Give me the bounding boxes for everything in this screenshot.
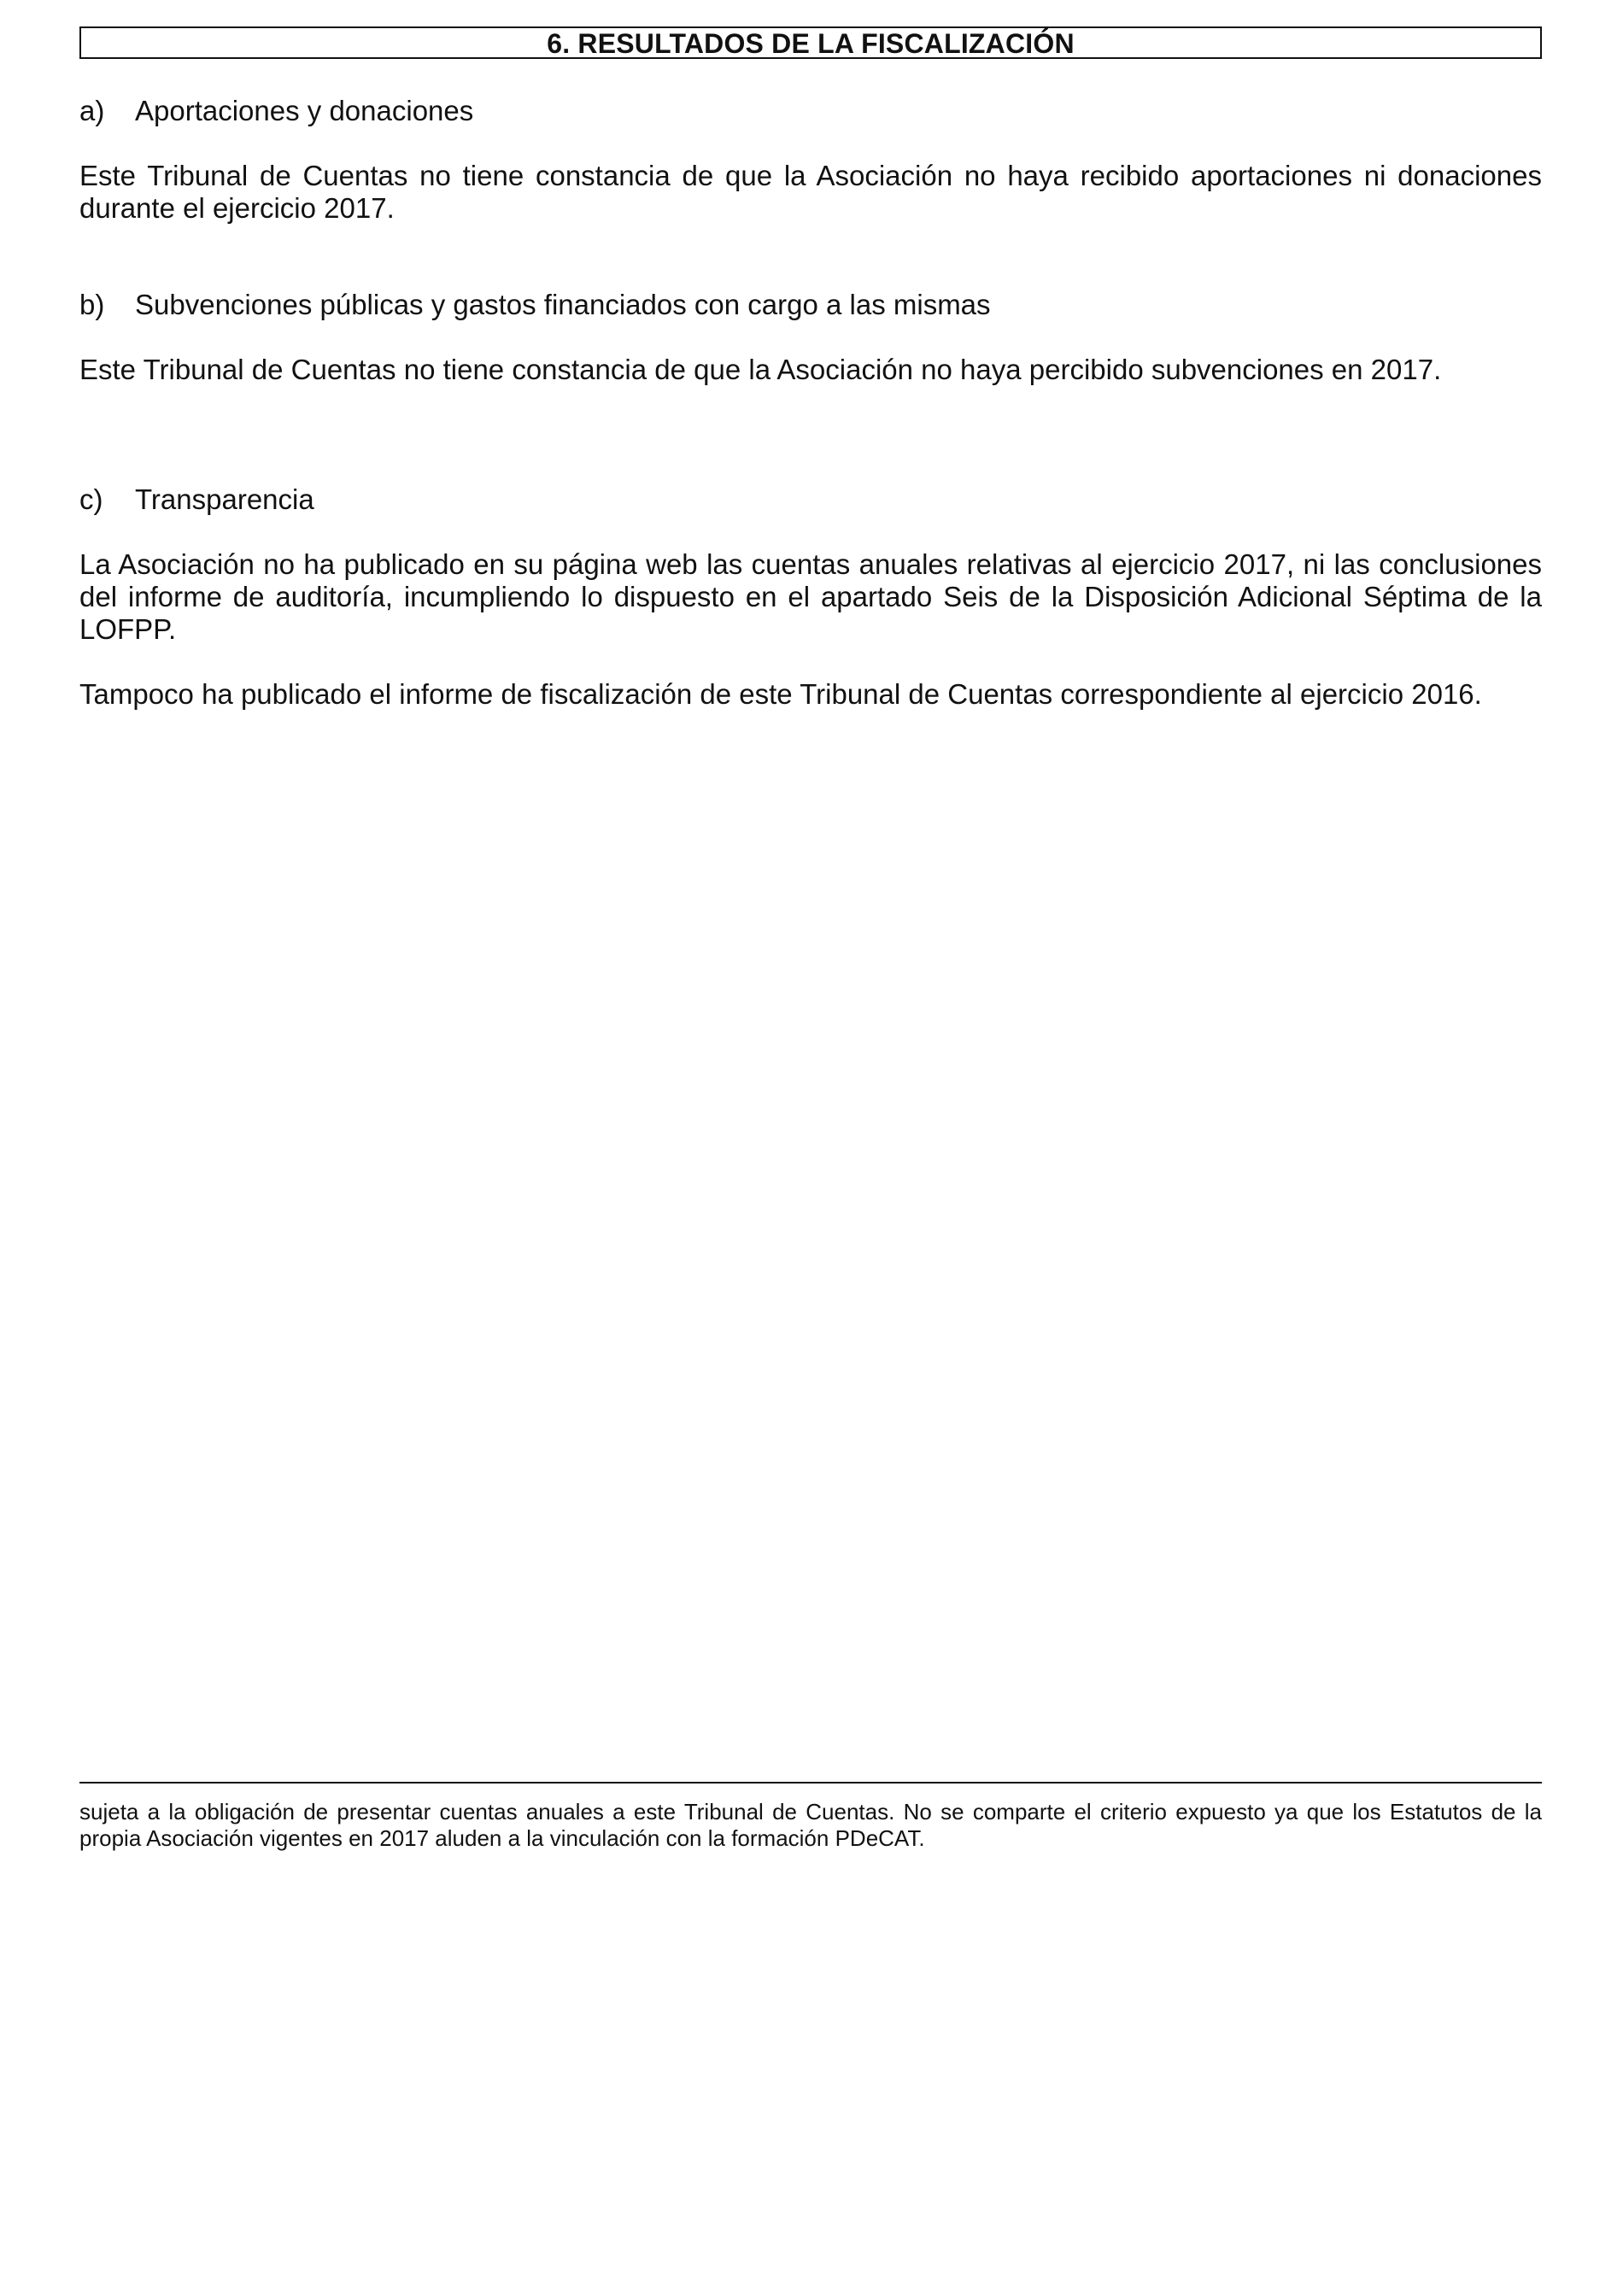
subsection-heading-text: Aportaciones y donaciones — [135, 95, 474, 126]
paragraph-a-1: Este Tribunal de Cuentas no tiene constancia de que la Asociación no haya recibido aportaciones ni donaciones durante el ejercicio 2017. — [79, 160, 1542, 224]
section-title: 6. RESULTADOS DE LA FISCALIZACIÓN — [79, 26, 1542, 59]
subsection-heading-text: Subvenciones públicas y gastos financiados con cargo a las mismas — [135, 289, 991, 320]
paragraph-b-1: Este Tribunal de Cuentas no tiene constancia de que la Asociación no haya percibido subvenciones en 2017. — [79, 354, 1442, 385]
subsection-heading-c — [79, 483, 1542, 516]
paragraph-c-1: La Asociación no ha publicado en su página web las cuentas anuales relativas al ejercicio 2017, ni las conclusiones del informe de auditoría, incumpliendo lo dispuesto en el apartado Seis de la Disposición Adicional Séptima de la LOFPP. — [79, 548, 1542, 645]
subsection-letter: b) — [79, 289, 105, 320]
subsection-letter: c) — [79, 483, 103, 515]
subsection-letter: a) — [79, 95, 105, 126]
paragraph-c-2: Tampoco ha publicado el informe de fiscalización de este Tribunal de Cuentas correspondiente al ejercicio 2016. — [79, 678, 1482, 710]
subsection-heading-b — [79, 289, 1542, 321]
subsection-heading-text: Transparencia — [135, 483, 314, 515]
footnote-separator — [79, 1782, 1542, 1784]
subsection-heading-a — [79, 95, 1542, 127]
footnote: sujeta a la obligación de presentar cuentas anuales a este Tribunal de Cuentas. No se comparte el criterio expuesto ya que los Estatutos de la propia Asociación vigentes en 2017 aluden a la vinculación con la formación PDeCAT. — [79, 1799, 1542, 1851]
